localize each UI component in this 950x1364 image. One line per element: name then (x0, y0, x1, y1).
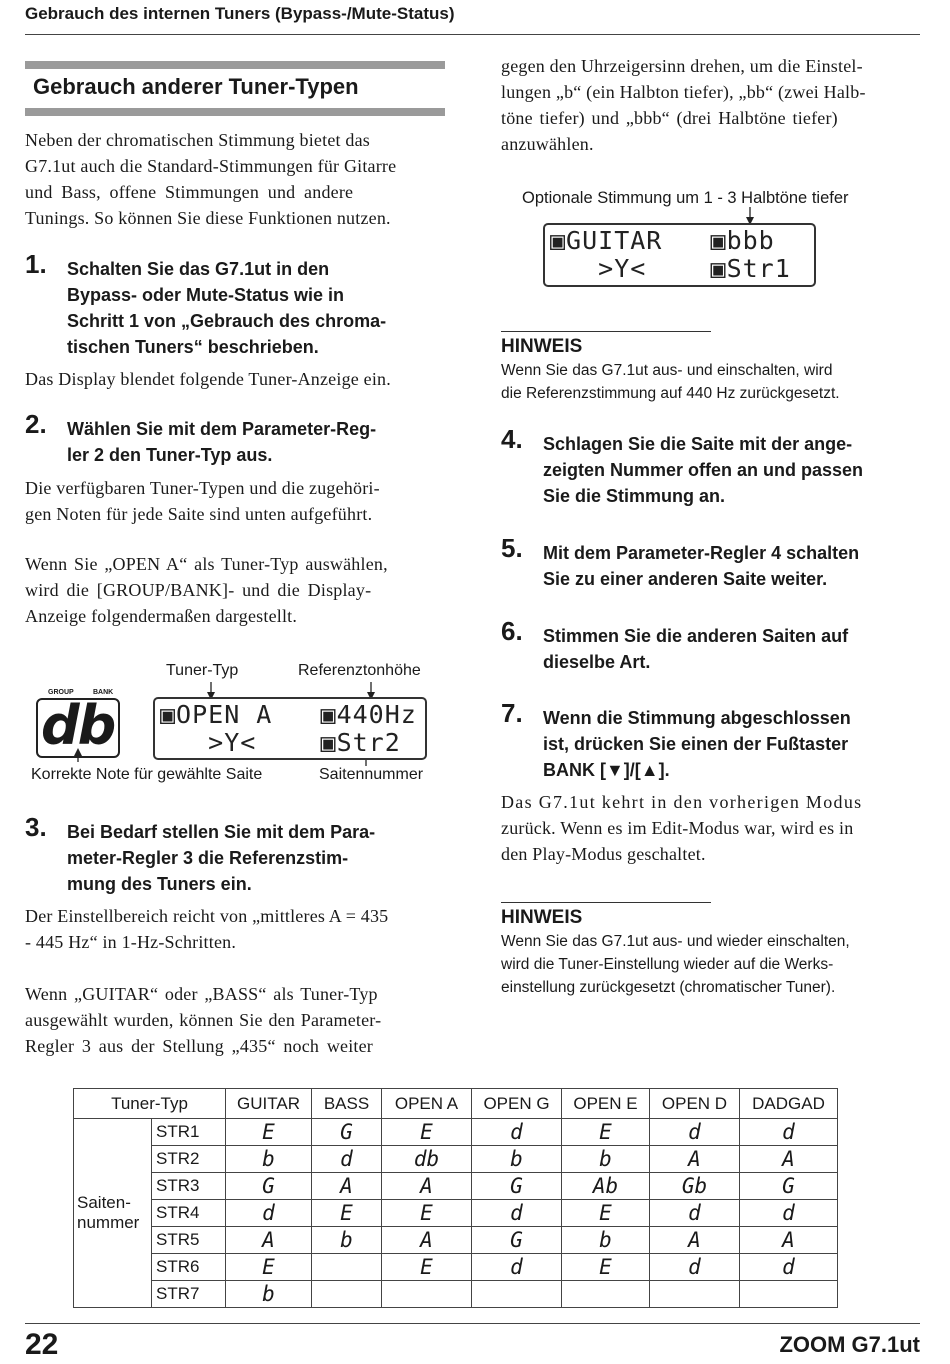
col-header: OPEN E (562, 1089, 650, 1119)
step-number: 6. (501, 616, 523, 646)
string-label: STR1 (152, 1119, 226, 1146)
body-line: lungen „b“ (ein Halbton tiefer), „bb“ (zwei Halb- (501, 82, 866, 102)
step-line: Stimmen Sie die anderen Saiten auf (543, 626, 849, 646)
step-line: meter-Regler 3 die Referenzstim- (67, 848, 349, 868)
step-line: dieselbe Art. (543, 652, 651, 672)
body-line: töne tiefer) und „bbb“ (drei Halbtöne tiefer) (501, 108, 838, 128)
note-cell: E (382, 1200, 472, 1227)
note-cell: db (382, 1146, 472, 1173)
intro-line: Tunings. So können Sie diese Funktionen nutzen. (25, 208, 391, 228)
step-text (543, 431, 863, 509)
row-group-line: nummer (77, 1213, 140, 1232)
col-header: BASS (312, 1089, 382, 1119)
note-cell: E (226, 1254, 312, 1281)
note-cell: d (650, 1119, 740, 1146)
note-cell: b (226, 1146, 312, 1173)
note-cell: d (740, 1119, 838, 1146)
note-cell (312, 1254, 382, 1281)
step-1-body: Das Display blendet folgende Tuner-Anzeige ein. (25, 369, 391, 389)
note-cell: b (226, 1281, 312, 1308)
step-line: ist, drücken Sie einen der Fußtaster (543, 734, 849, 754)
right-continuation (501, 53, 923, 157)
note-cell: G (226, 1173, 312, 1200)
note-cell (562, 1281, 650, 1308)
note-cell: b (562, 1227, 650, 1254)
bank-display-value: db (41, 694, 115, 757)
note-cell: A (740, 1146, 838, 1173)
step-number: 1. (25, 249, 47, 279)
step-number: 5. (501, 533, 523, 563)
string-label: STR3 (152, 1173, 226, 1200)
hinweis-line: einstellung zurückgesetzt (chromatischer Tuner). (501, 979, 836, 996)
step-line: Wenn die Stimmung abgeschlossen (543, 708, 851, 728)
table-row (74, 1254, 838, 1281)
lcd-display-open-a (153, 697, 427, 760)
note-cell (472, 1281, 562, 1308)
string-label: STR5 (152, 1227, 226, 1254)
body-line: Die verfügbaren Tuner-Typen und die zugehöri- (25, 478, 380, 498)
note-cell: E (562, 1254, 650, 1281)
string-label: STR4 (152, 1200, 226, 1227)
product-name: ZOOM G7.1ut (779, 1332, 920, 1357)
figure-1-arrows (0, 0, 460, 800)
note-cell: G (472, 1227, 562, 1254)
note-cell: E (562, 1200, 650, 1227)
intro-line: G7.1ut auch die Standard-Stimmungen für Gitarre (25, 156, 397, 176)
figure-2-caption: Optionale Stimmung um 1 - 3 Halbtöne tiefer (522, 189, 849, 207)
body-line: gen Noten für jede Saite sind unten aufgeführt. (25, 504, 373, 524)
hinweis-line: die Referenzstimmung auf 440 Hz zurückgesetzt. (501, 385, 840, 402)
step-number: 4. (501, 424, 523, 454)
step-line: BANK [▼]/[▲]. (543, 760, 670, 780)
table-header-row (74, 1089, 838, 1119)
note-cell: d (740, 1254, 838, 1281)
note-cell: b (312, 1227, 382, 1254)
lcd-row-2: >Y< ▣Str2 (160, 728, 401, 757)
hinweis-line: Wenn Sie das G7.1ut aus- und einschalten, wird (501, 362, 833, 379)
hinweis-rule (501, 902, 711, 903)
label-korrekte-note: Korrekte Note für gewählte Saite (31, 766, 263, 783)
step-6 (501, 616, 926, 679)
body-line: anzuwählen. (501, 134, 594, 154)
table-row (74, 1227, 838, 1254)
body-line: wird die [GROUP/BANK]- und die Display- (25, 580, 372, 600)
step-line: tischen Tuners“ beschrieben. (67, 337, 319, 357)
body-line: Wenn „GUITAR“ oder „BASS“ als Tuner-Typ (25, 984, 378, 1004)
note-cell: E (382, 1119, 472, 1146)
note-cell: d (472, 1254, 562, 1281)
label-bank: BANK (93, 689, 114, 696)
body-line: Das G7.1ut kehrt in den vorherigen Modus (501, 792, 863, 812)
step-line: Sie die Stimmung an. (543, 486, 726, 506)
section-title: Gebrauch anderer Tuner-Typen (33, 74, 359, 99)
lcd-row-1: ▣GUITAR ▣bbb (550, 226, 775, 255)
footer-rule (25, 1323, 920, 1324)
intro-line: Neben der chromatischen Stimmung bietet das (25, 130, 371, 150)
running-head: Gebrauch des internen Tuners (Bypass-/Mute-Status) (25, 4, 455, 23)
tuner-type-table (73, 1088, 838, 1308)
note-cell: A (226, 1227, 312, 1254)
col-header: DADGAD (740, 1089, 838, 1119)
step-line: Bei Bedarf stellen Sie mit dem Para- (67, 822, 376, 842)
hinweis-text (501, 359, 840, 405)
note-cell (382, 1281, 472, 1308)
step-4 (501, 424, 926, 513)
step-line: Schalten Sie das G7.1ut in den (67, 259, 330, 279)
hinweis-title: HINWEIS (501, 336, 583, 357)
step-line: Bypass- oder Mute-Status wie in (67, 285, 345, 305)
lcd-row-2: >Y< ▣Str1 (550, 254, 791, 283)
body-line: ausgewählt wurden, können Sie den Parameter- (25, 1010, 382, 1030)
row-group-line: Saiten- (77, 1193, 131, 1212)
note-cell: Ab (562, 1173, 650, 1200)
note-cell: E (382, 1254, 472, 1281)
body-line: Wenn Sie „OPEN A“ als Tuner-Typ auswählen, (25, 554, 388, 574)
lcd-display-guitar (543, 223, 816, 287)
note-cell: A (650, 1146, 740, 1173)
note-cell: A (312, 1173, 382, 1200)
note-cell: G (472, 1173, 562, 1200)
step-3-body2 (25, 981, 450, 1059)
step-line: Schlagen Sie die Saite mit der ange- (543, 434, 853, 454)
note-cell: Gb (650, 1173, 740, 1200)
body-line: Anzeige folgendermaßen dargestellt. (25, 606, 298, 626)
table-row (74, 1173, 838, 1200)
note-cell: E (226, 1119, 312, 1146)
note-cell: d (472, 1119, 562, 1146)
hinweis-line: Wenn Sie das G7.1ut aus- und wieder einschalten, (501, 933, 850, 950)
string-label: STR7 (152, 1281, 226, 1308)
body-line: Regler 3 aus der Stellung „435“ noch weiter (25, 1036, 374, 1056)
note-cell: A (382, 1227, 472, 1254)
table-row (74, 1200, 838, 1227)
page-number: 22 (25, 1328, 59, 1361)
note-cell: A (382, 1173, 472, 1200)
note-cell: d (226, 1200, 312, 1227)
table-row (74, 1119, 838, 1146)
note-cell: E (312, 1200, 382, 1227)
body-line: Der Einstellbereich reicht von „mittleres A = 435 (25, 906, 389, 926)
col-header: OPEN A (382, 1089, 472, 1119)
note-cell: d (740, 1200, 838, 1227)
note-cell: G (312, 1119, 382, 1146)
col-header: OPEN D (650, 1089, 740, 1119)
hinweis-rule (501, 331, 711, 332)
step-5 (501, 533, 926, 596)
label-group: GROUP (48, 689, 74, 696)
col-header: GUITAR (226, 1089, 312, 1119)
step-3-body (25, 903, 450, 955)
note-cell: A (650, 1227, 740, 1254)
step-text (67, 819, 375, 897)
string-label: STR6 (152, 1254, 226, 1281)
step-line: Sie zu einer anderen Saite weiter. (543, 569, 828, 589)
note-cell: G (740, 1173, 838, 1200)
step-number: 2. (25, 409, 47, 439)
col-header: OPEN G (472, 1089, 562, 1119)
step-text (543, 623, 848, 675)
note-cell: d (472, 1200, 562, 1227)
body-line: den Play-Modus geschaltet. (501, 844, 706, 864)
step-3 (25, 812, 450, 901)
note-cell (650, 1281, 740, 1308)
note-cell: E (562, 1119, 650, 1146)
table-corner: Tuner-Typ (74, 1089, 226, 1119)
note-cell: d (650, 1254, 740, 1281)
bank-display (36, 694, 120, 758)
step-7 (501, 698, 926, 787)
label-referenztonhoehe: Referenztonhöhe (298, 662, 421, 679)
note-cell: b (472, 1146, 562, 1173)
step-text (543, 705, 851, 783)
step-number: 3. (25, 812, 47, 842)
intro-line: und Bass, offene Stimmungen und andere (25, 182, 354, 202)
step-line: Wählen Sie mit dem Parameter-Reg- (67, 419, 377, 439)
step-7-body (501, 789, 923, 867)
note-cell: A (740, 1227, 838, 1254)
lcd-row-1: ▣OPEN A ▣440Hz (160, 700, 417, 729)
step-line: mung des Tuners ein. (67, 874, 252, 894)
string-label: STR2 (152, 1146, 226, 1173)
note-cell (312, 1281, 382, 1308)
hinweis-line: wird die Tuner-Einstellung wieder auf die Werks- (501, 956, 834, 973)
hinweis-text (501, 930, 850, 999)
note-cell: d (312, 1146, 382, 1173)
note-cell: d (650, 1200, 740, 1227)
body-line: - 445 Hz“ in 1-Hz-Schritten. (25, 932, 237, 952)
step-line: ler 2 den Tuner-Typ aus. (67, 445, 273, 465)
step-line: Schritt 1 von „Gebrauch des chroma- (67, 311, 387, 331)
note-cell (740, 1281, 838, 1308)
step-line: Mit dem Parameter-Regler 4 schalten (543, 543, 860, 563)
step-line: zeigten Nummer offen an und passen (543, 460, 864, 480)
step-number: 7. (501, 698, 523, 728)
note-cell: b (562, 1146, 650, 1173)
table-row (74, 1146, 838, 1173)
hinweis-title: HINWEIS (501, 907, 583, 928)
table-row (74, 1281, 838, 1308)
label-tuner-typ: Tuner-Typ (166, 662, 239, 679)
step-text (543, 540, 859, 592)
body-line: zurück. Wenn es im Edit-Modus war, wird es in (501, 818, 854, 838)
body-line: gegen den Uhrzeigersinn drehen, um die Einstel- (501, 56, 863, 76)
row-group-label (74, 1119, 152, 1308)
label-saitennummer: Saitennummer (319, 766, 424, 783)
